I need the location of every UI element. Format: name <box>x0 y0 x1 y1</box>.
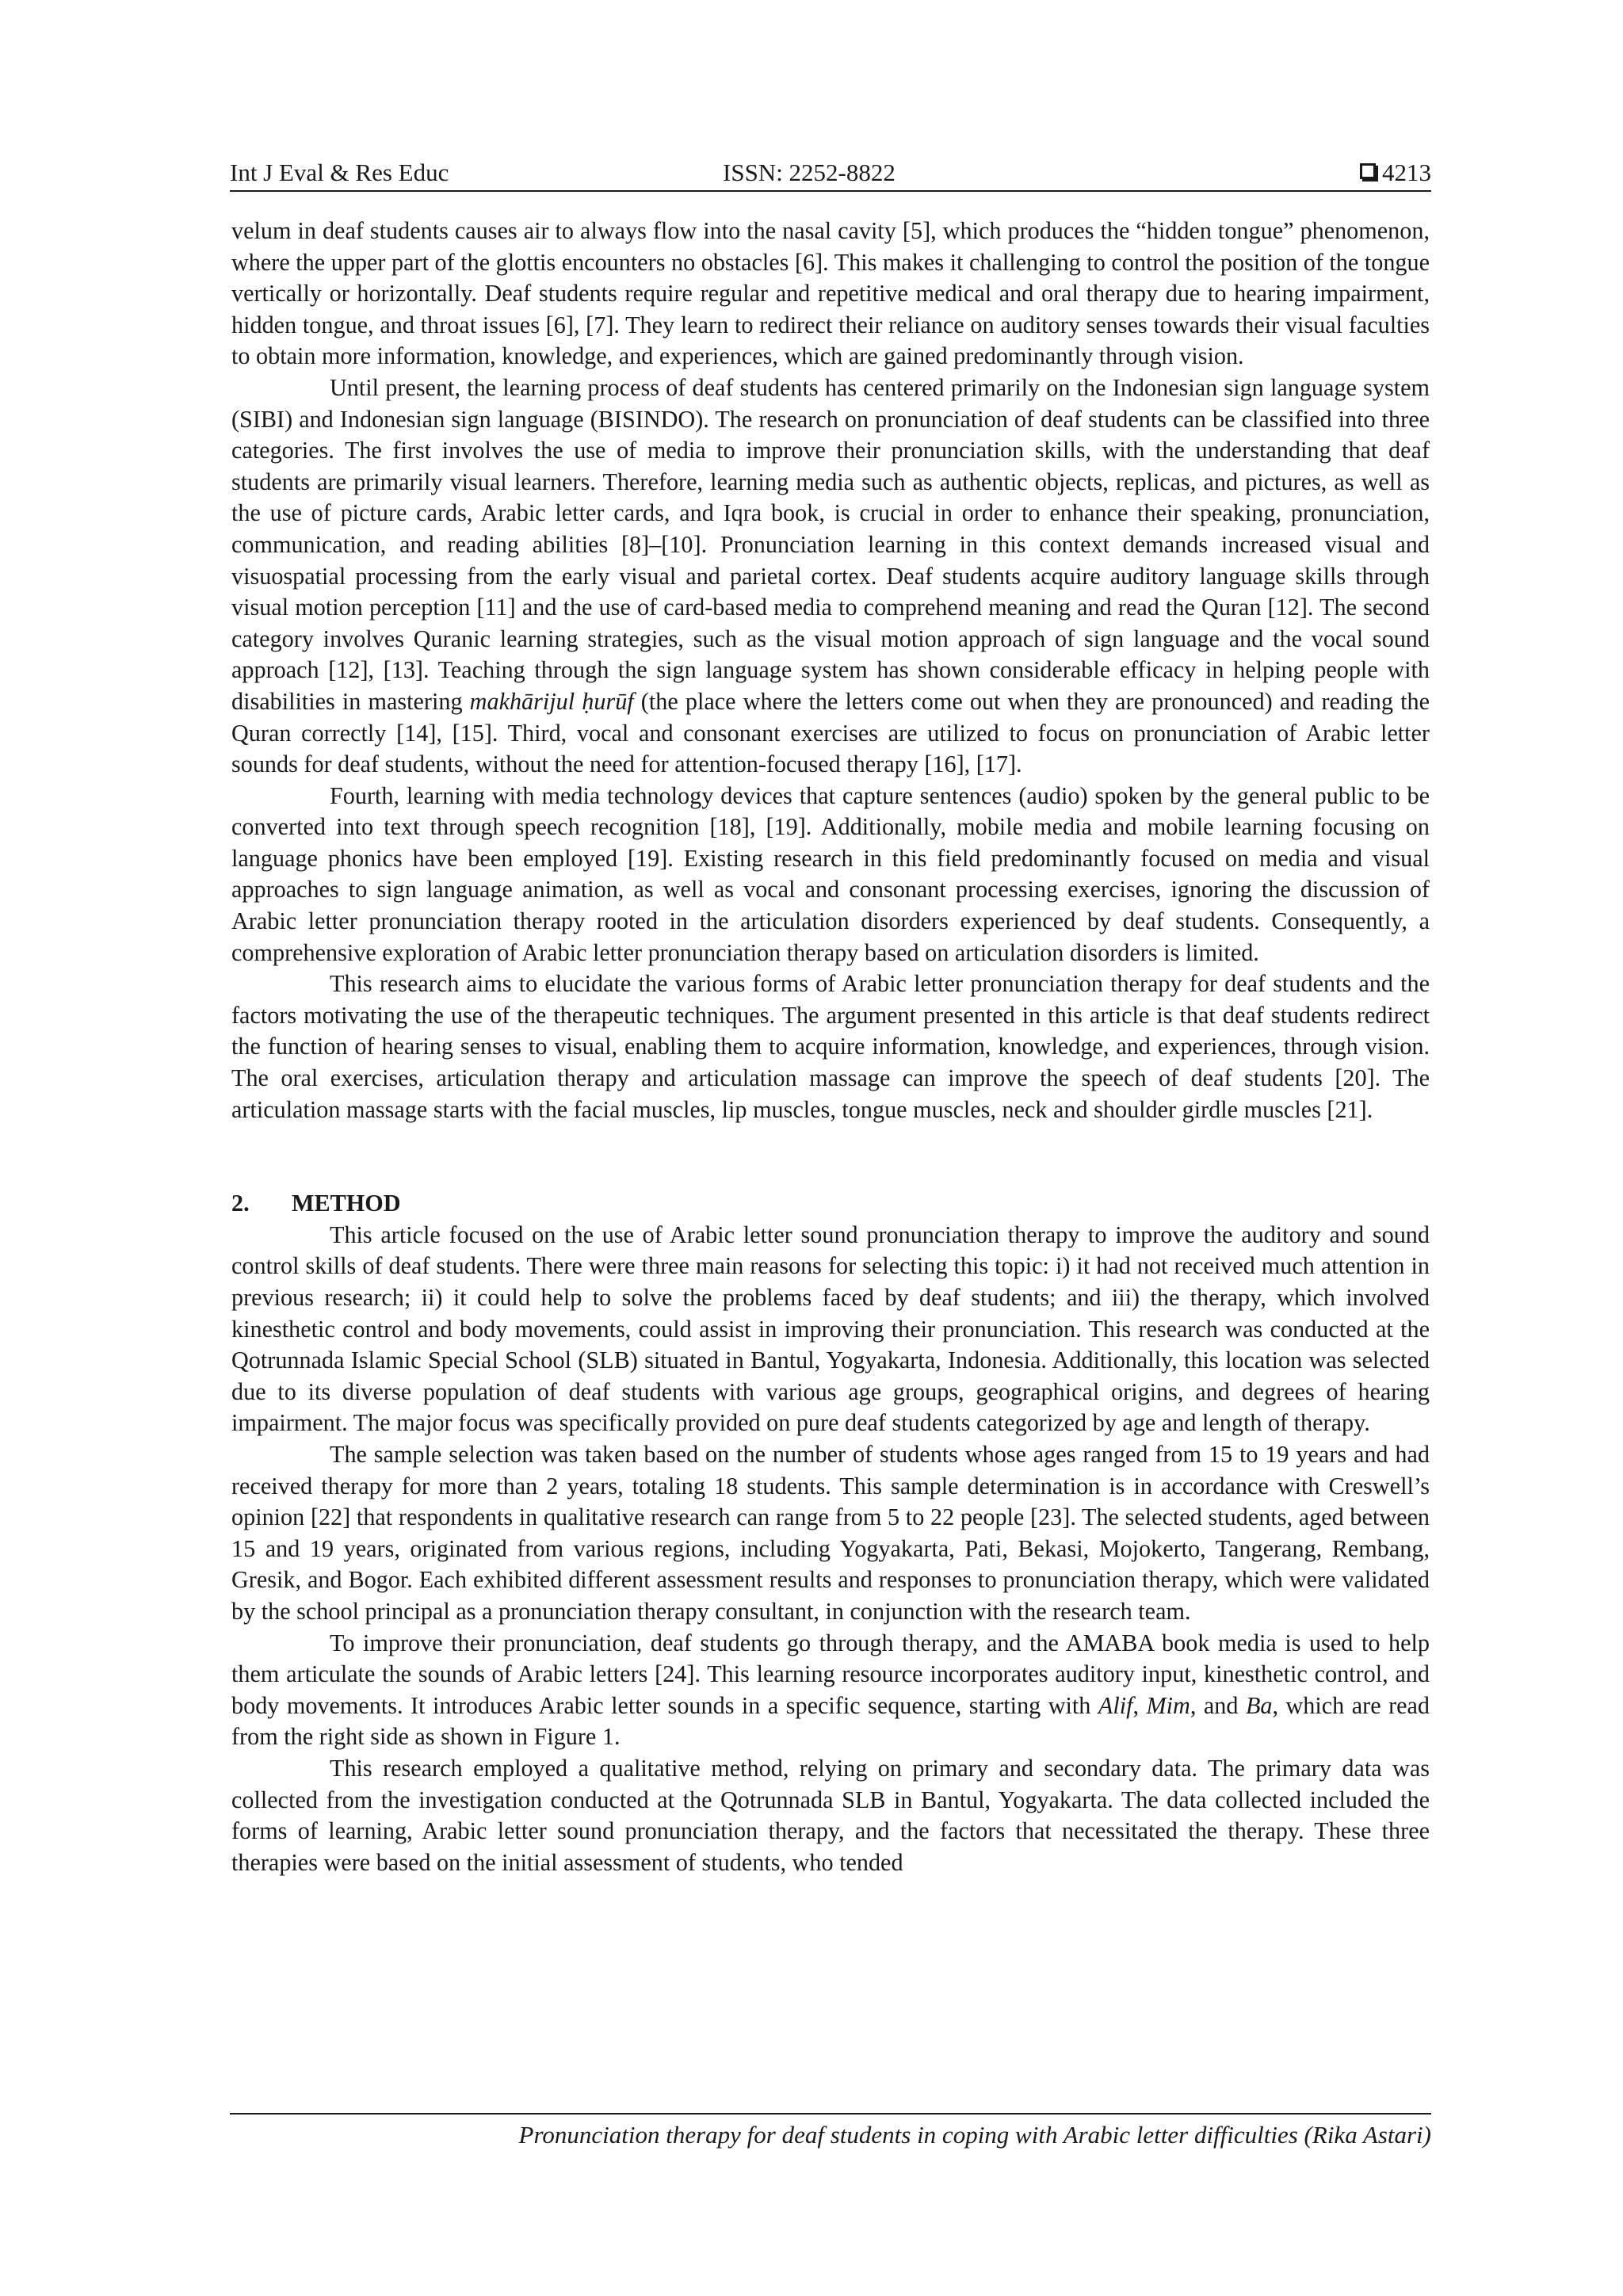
journal-name: Int J Eval & Res Educ <box>230 159 449 186</box>
paragraph: velum in deaf students causes air to always flow into the nasal cavity [5], which produces the “hidden tongue” phenomenon, where the upper part of the glottis encounters no obstacles [6]. This makes it challenging to control the position of the tongue vertically or horizontally. Deaf students require regular and repetitive medical and oral therapy due to hearing impairment, hidden tongue, and throat issues [6], [7]. They learn to redirect their reliance on auditory senses towards their visual faculties to obtain more information, knowledge, and experiences, which are gained predominantly through vision. <box>231 217 1430 370</box>
page-box-icon <box>1360 163 1376 179</box>
header-rule <box>230 190 1431 192</box>
paragraph-text: To improve their pronunciation, deaf students go through therapy, and the AMABA book media is used to help them articulate the sounds of Arabic letters [24]. This learning resource incorporates auditory input, kinesthetic control, and body movements. It introduces Arabic letter sounds in a specific sequence, starting with <box>231 1629 1430 1719</box>
paragraph: This research employed a qualitative method, relying on primary and secondary data. The primary data was collected from the investigation conducted at the Qotrunnada SLB in Bantul, Yogyakarta. The data collected included the forms of learning, Arabic letter sound pronunciation therapy, and the factors that necessitated the therapy. These three therapies were based on the initial assessment of students, who tended <box>231 1754 1430 1876</box>
running-footer: Pronunciation therapy for deaf students in coping with Arabic letter difficulties (Rika Astari) <box>518 2121 1431 2149</box>
paragraph: This article focused on the use of Arabic letter sound pronunciation therapy to improve the auditory and sound control skills of deaf students. There were three main reasons for selecting this topic: i) it had not received much attention in previous research; ii) it could help to solve the problems faced by deaf students; and iii) the therapy, which involved kinesthetic control and body movements, could assist in improving their pronunciation. This research was conducted at the Qotrunnada Islamic Special School (SLB) situated in Bantul, Yogyakarta, Indonesia. Additionally, this location was selected due to its diverse population of deaf students with various age groups, geographical origins, and degrees of hearing impairment. The major focus was specifically provided on pure deaf students categorized by age and length of therapy. <box>231 1221 1430 1437</box>
section-title: METHOD <box>292 1190 401 1217</box>
section-number: 2. <box>231 1190 250 1217</box>
section-heading <box>231 1188 1430 1220</box>
paragraph-text: Until present, the learning process of deaf students has centered primarily on the Indonesian sign language system (SIBI) and Indonesian sign language (BISINDO). The research on pronunciation of deaf students can be classified into three categories. The first involves the use of media to improve their pronunciation skills, with the understanding that deaf students are primarily visual learners. Therefore, learning media such as authentic objects, replicas, and pictures, as well as the use of picture cards, Arabic letter cards, and Iqra book, is crucial in order to enhance their speaking, pronunciation, communication, and reading abilities [8]–[10]. Pronunciation learning in this context demands increased visual and visuospatial processing from the early visual and parietal cortex. Deaf students acquire auditory language skills through visual motion perception [11] and the use of card-based media to comprehend meaning and read the Quran [12]. The second category involves Quranic learning strategies, such as the visual motion approach of sign language and the vocal sound approach [12], [13]. Teaching through the sign language system has shown considerable efficacy in helping people with disabilities in mastering <box>231 373 1430 715</box>
page-header <box>230 155 1431 190</box>
paragraph <box>231 1628 1430 1753</box>
paragraph-text: , which are read from the right side as shown in Figure 1. <box>231 1691 1430 1751</box>
article-body <box>231 216 1430 1878</box>
letter-name: Ba <box>1245 1691 1273 1719</box>
section-gap <box>231 1125 1430 1188</box>
issn: ISSN: 2252-8822 <box>723 159 896 186</box>
paragraph <box>231 372 1430 781</box>
letter-name: Alif <box>1098 1691 1133 1719</box>
paragraph-text: (the place where the letters come out when they are pronounced) and reading the Quran correctly [14], [15]. Third, vocal and consonant exercises are utilized to focus on pronunciation of Arabic letter sounds for deaf students, without the need for attention-focused therapy [16], [17]. <box>231 687 1430 778</box>
paragraph: Fourth, learning with media technology devices that capture sentences (audio) spoken by the general public to be converted into text through speech recognition [18], [19]. Additionally, mobile media and mobile learning focusing on language phonics have been employed [19]. Existing research in this field predominantly focused on media and visual approaches to sign language animation, as well as vocal and consonant processing exercises, ignoring the discussion of Arabic letter pronunciation therapy rooted in the articulation disorders experienced by deaf students. Consequently, a comprehensive exploration of Arabic letter pronunciation therapy based on articulation disorders is limited. <box>231 781 1430 966</box>
separator: , <box>1132 1691 1147 1719</box>
arabic-term: makhārijul ḥurūf <box>469 687 634 715</box>
paragraph: This research aims to elucidate the various forms of Arabic letter pronunciation therapy for deaf students and the factors motivating the use of the therapeutic techniques. The argument presented in this article is that deaf students redirect the function of hearing senses to visual, enabling them to acquire information, knowledge, and experiences, through vision. The oral exercises, articulation therapy and articulation massage can improve the speech of deaf students [20]. The articulation massage starts with the facial muscles, lip muscles, tongue muscles, neck and shoulder girdle muscles [21]. <box>231 970 1430 1123</box>
separator: , and <box>1190 1691 1246 1719</box>
paragraph: The sample selection was taken based on the number of students whose ages ranged from 15 to 19 years and had received therapy for more than 2 years, totaling 18 students. This sample determination is in accordance with Creswell’s opinion [22] that respondents in qualitative research can range from 5 to 22 people [23]. The selected students, aged between 15 and 19 years, originated from various regions, including Yogyakarta, Pati, Bekasi, Mojokerto, Tangerang, Rembang, Gresik, and Bogor. Each exhibited different assessment results and responses to pronunciation therapy, which were validated by the school principal as a pronunciation therapy consultant, in conjunction with the research team. <box>231 1440 1430 1625</box>
footer-rule <box>230 2113 1431 2115</box>
letter-name: Mim <box>1146 1691 1190 1719</box>
page-number: 4213 <box>1382 159 1431 186</box>
